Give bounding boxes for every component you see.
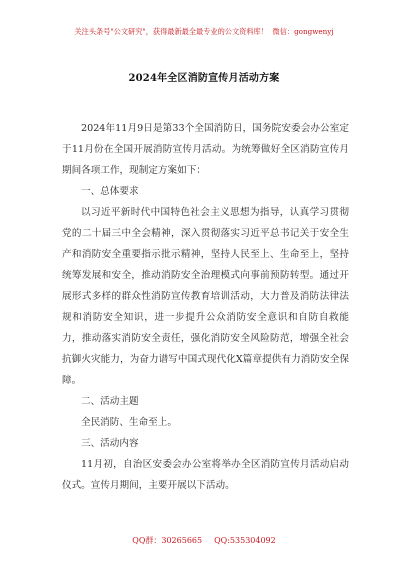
contact-footer [0, 535, 408, 546]
document-body [62, 118, 349, 496]
qq-text: QQ:535304092 [214, 536, 276, 545]
intro-paragraph: 2024年11月9日是第33个全国消防日，国务院安委会办公室定于11月份在全国开展消防宣传月活动。为统筹做好全区消防宣传月期间各项工作，现制定方案如下： [62, 123, 349, 176]
theme-paragraph: 全民消防、生命至上。 [81, 417, 177, 428]
promo-text: 关注头条号"公文研究"，获得最新最全最专业的公文资料库！ [74, 27, 268, 36]
section-heading-content: 三、活动内容 [81, 438, 139, 449]
promo-banner [0, 27, 408, 37]
document-title: 2024年全区消防宣传月活动方案 [128, 73, 280, 84]
requirements-paragraph: 以习近平新时代中国特色社会主义思想为指导，认真学习贯彻党的二十届三中全会精神，深入贯彻落实习近平总书记关于安全生产和消防安全重要指示批示精神，坚持人民至上、生命至上，坚持统筹发展和安全，推动消防安全治理模式向事前预防转型。通过开展形式多样的群众性消防宣传教育培训活动，大力普及消防法律法规和消防安全知识，进一步提升公众消防安全意识和自防自救能力，推动落实消防安全责任，强化消防安全风险防范，增强全社会抗御火灾能力，为奋力谱写中国式现代化X篇章提供有力消防安全保障。 [62, 207, 349, 386]
section-heading-theme: 二、活动主题 [81, 396, 139, 407]
section-heading-requirements: 一、总体要求 [81, 186, 139, 197]
content-paragraph: 11月初，自治区安委会办公室将举办全区消防宣传月活动启动仪式。宣传月期间，主要开展以下活动。 [62, 459, 349, 491]
promo-wechat: 微信：gongwenyj [272, 27, 334, 36]
qq-group-text: QQ群：30265665 [132, 536, 203, 545]
